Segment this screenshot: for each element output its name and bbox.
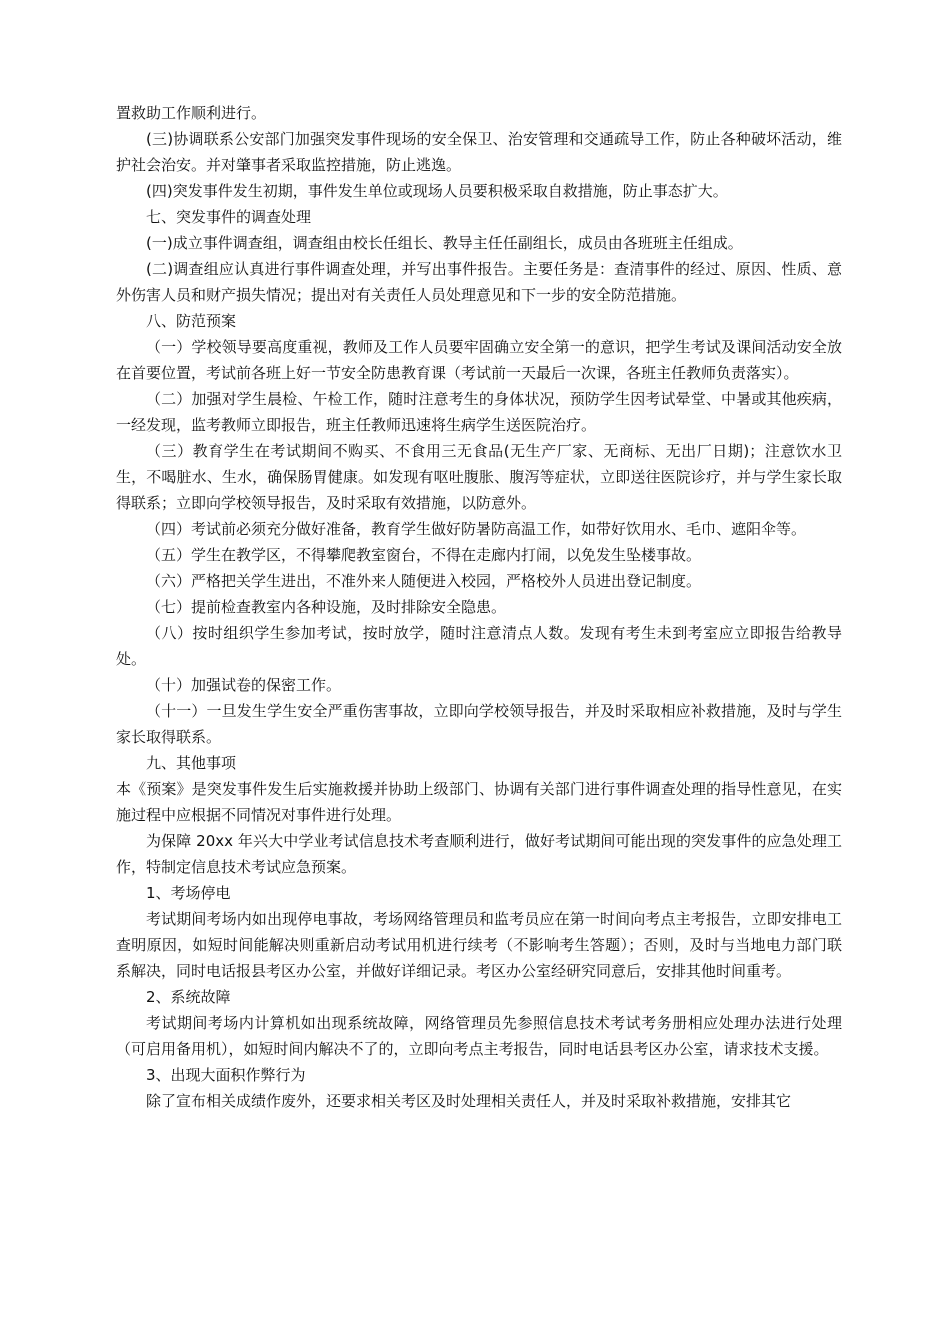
paragraph: （二）加强对学生晨检、午检工作，随时注意考生的身体状况，预防学生因考试晕堂、中暑或其他疾病，一经发现，监考教师立即报告，班主任教师迅速将生病学生送医院治疗。	[116, 390, 842, 434]
section-heading: 1、考场停电	[146, 884, 231, 902]
paragraph: 本《预案》是突发事件发生后实施救援并协助上级部门、协调有关部门进行事件调查处理的指导性意见，在实施过程中应根据不同情况对事件进行处理。	[116, 780, 842, 824]
paragraph: （八）按时组织学生参加考试，按时放学，随时注意清点人数。发现有考生未到考室应立即报告给教导处。	[116, 624, 842, 668]
section-heading: 八、防范预案	[146, 312, 237, 330]
section-heading: 七、突发事件的调查处理	[146, 208, 312, 226]
document-page	[116, 100, 842, 1114]
paragraph: 除了宣布相关成绩作废外，还要求相关考区及时处理相关责任人，并及时采取补救措施，安排其它	[146, 1092, 792, 1110]
paragraph: （一）学校领导要高度重视，教师及工作人员要牢固确立安全第一的意识，把学生考试及课间活动安全放在首要位置，考试前各班上好一节安全防患教育课（考试前一天最后一次课，各班主任教师负责落实）。	[116, 338, 842, 382]
paragraph-continued: 置救助工作顺利进行。	[116, 104, 267, 122]
paragraph: （六）严格把关学生进出，不准外来人随便进入校园，严格校外人员进出登记制度。	[146, 572, 702, 590]
paragraph: (二)调查组应认真进行事件调查处理，并写出事件报告。主要任务是：查清事件的经过、原因、性质、意外伤害人员和财产损失情况；提出对有关责任人员处理意见和下一步的安全防范措施。	[116, 260, 842, 304]
paragraph: (四)突发事件发生初期，事件发生单位或现场人员要积极采取自救措施，防止事态扩大。	[146, 182, 728, 200]
paragraph: （十）加强试卷的保密工作。	[146, 676, 342, 694]
paragraph: (三)协调联系公安部门加强突发事件现场的安全保卫、治安管理和交通疏导工作，防止各种破坏活动，维护社会治安。并对肇事者采取监控措施，防止逃逸。	[116, 130, 842, 174]
paragraph: （四）考试前必须充分做好准备，教育学生做好防暑防高温工作，如带好饮用水、毛巾、遮阳伞等。	[146, 520, 807, 538]
paragraph: 考试期间考场内如出现停电事故，考场网络管理员和监考员应在第一时间向考点主考报告，立即安排电工查明原因，如短时间能解决则重新启动考试用机进行续考（不影响考生答题）；否则，及时与当地电力部门联系解决，同时电话报县考区办公室，并做好详细记录。考区办公室经研究同意后，安排其他时间重考。	[116, 910, 842, 980]
paragraph: 为保障 20xx 年兴大中学业考试信息技术考查顺利进行，做好考试期间可能出现的突发事件的应急处理工作，特制定信息技术考试应急预案。	[116, 832, 842, 876]
paragraph: 考试期间考场内计算机如出现系统故障，网络管理员先参照信息技术考试考务册相应处理办法进行处理（可启用备用机），如短时间内解决不了的，立即向考点主考报告，同时电话县考区办公室，请求技术支援。	[116, 1014, 842, 1058]
paragraph: (一)成立事件调查组，调查组由校长任组长、教导主任任副组长，成员由各班班主任组成。	[146, 234, 743, 252]
paragraph: （三）教育学生在考试期间不购买、不食用三无食品(无生产厂家、无商标、无出厂日期)；注意饮水卫生，不喝脏水、生水，确保肠胃健康。如发现有呕吐腹胀、腹泻等症状，立即送往医院诊疗，并与学生家长取得联系；立即向学校领导报告，及时采取有效措施，以防意外。	[116, 442, 842, 512]
paragraph: （十一）一旦发生学生安全严重伤害事故，立即向学校领导报告，并及时采取相应补救措施，及时与学生家长取得联系。	[116, 702, 842, 746]
section-heading: 2、系统故障	[146, 988, 231, 1006]
section-heading: 九、其他事项	[146, 754, 237, 772]
paragraph: （五）学生在教学区，不得攀爬教室窗台，不得在走廊内打闹，以免发生坠楼事故。	[146, 546, 702, 564]
paragraph: （七）提前检查教室内各种设施，及时排除安全隐患。	[146, 598, 507, 616]
section-heading: 3、出现大面积作弊行为	[146, 1066, 306, 1084]
